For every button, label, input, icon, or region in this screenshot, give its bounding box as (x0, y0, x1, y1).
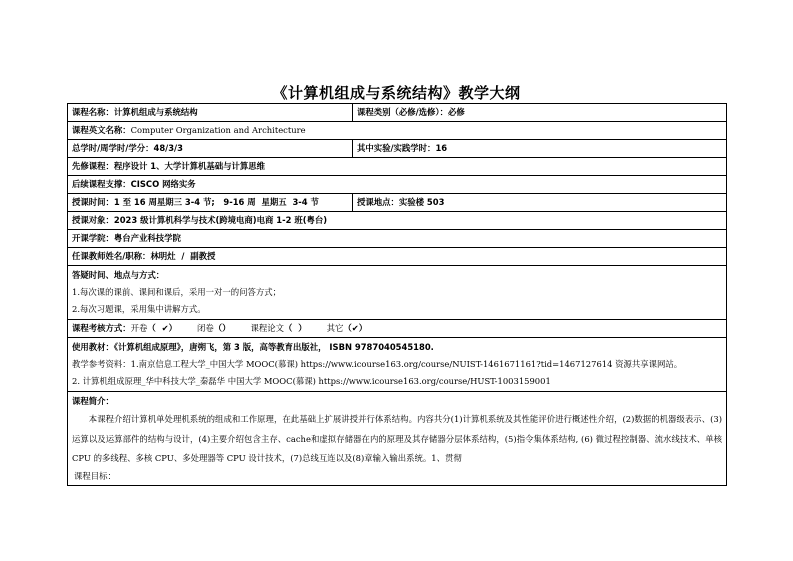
row-hours (68, 140, 727, 158)
schedule-cell (68, 194, 353, 212)
english-name-value: Computer Organization and Architecture (130, 125, 306, 135)
row-teacher (68, 248, 727, 266)
course-type-cell (353, 104, 727, 122)
audience-cell (68, 212, 727, 230)
lab-hours-cell (353, 140, 727, 158)
course-name-cell (68, 104, 353, 122)
prerequisites-value: 程序设计 1、大学计算机基础与计算思维 (113, 161, 265, 171)
row-textbook (68, 338, 727, 392)
audience-value: 2023 级计算机科学与技术(跨境电商)电商 1-2 班(粤台) (113, 215, 328, 225)
row-intro (68, 392, 727, 486)
qa-line-1: 1.每次课的课前、课间和课后，采用一对一的问答方式； (72, 287, 281, 297)
intro-cell (68, 392, 727, 486)
syllabus-table (67, 103, 727, 486)
teacher-value: 林明灶 / 副教授 (150, 251, 216, 261)
row-english-name (68, 122, 727, 140)
qa-label: 答疑时间、地点与方式： (72, 270, 165, 280)
row-qa (68, 266, 727, 320)
assessment-closed-book: 闭卷 (196, 323, 214, 333)
followup-label: 后续课程支撑： (72, 179, 131, 189)
qa-cell (68, 266, 727, 320)
assessment-paper: 课程论文 (250, 323, 284, 333)
reference-line-1: 教学参考资料：1.南京信息工程大学_中国大学 MOOC(慕课) https://www.icourse163.org/course/NUIST-1461671161?tid=1467127614 资源共享课网站。 (72, 359, 683, 369)
college-label: 开课学院： (72, 233, 114, 243)
location-value: 实验楼 503 (398, 197, 445, 207)
college-cell (68, 230, 727, 248)
college-value: 粤台产业科技学院 (113, 233, 181, 243)
intro-tail: 课程目标： (74, 470, 116, 481)
row-college (68, 230, 727, 248)
followup-value: CISCO 网络实务 (130, 179, 196, 189)
schedule-label: 授课时间： (72, 197, 114, 207)
hours-cell (68, 140, 353, 158)
location-label: 授课地点： (357, 197, 399, 207)
course-type-value: 必修 (448, 107, 465, 117)
followup-cell (68, 176, 727, 194)
english-name-cell (68, 122, 727, 140)
textbook-value: 《计算机组成原理》，唐朔飞，第 3 版，高等教育出版社， ISBN 9787040545180. (113, 342, 434, 352)
document-title: 《计算机组成与系统结构》教学大纲 (272, 84, 521, 102)
location-cell (353, 194, 727, 212)
assessment-open-book-mark: （ ✔） (147, 323, 177, 333)
row-schedule (68, 194, 727, 212)
intro-label: 课程简介： (72, 396, 114, 406)
hours-label: 总学时/周学时/学分： (72, 143, 154, 153)
lab-hours-label: 其中实验/实践学时： (357, 143, 436, 153)
assessment-closed-book-mark: （） (213, 323, 231, 333)
schedule-value: 1 至 16 周星期三 3-4 节; 9-16 周 星期五 3-4 节 (113, 197, 319, 207)
assessment-other-mark: （✔） (343, 323, 368, 333)
hours-value: 48/3/3 (153, 143, 183, 153)
assessment-cell (68, 320, 727, 338)
assessment-label: 课程考核方式： (72, 323, 131, 333)
row-followup (68, 176, 727, 194)
audience-label: 授课对象： (72, 215, 114, 225)
assessment-other: 其它 (326, 323, 344, 333)
row-assessment (68, 320, 727, 338)
assessment-paper-mark: （ ） (283, 323, 307, 333)
row-course-name (68, 104, 727, 122)
assessment-open-book: 开卷 (130, 323, 148, 333)
qa-line-2: 2.每次习题课，采用集中讲解方式。 (72, 304, 206, 314)
teacher-cell (68, 248, 727, 266)
course-type-label: 课程类别（必修/选修）： (357, 107, 448, 117)
lab-hours-value: 16 (435, 143, 448, 153)
intro-text: 本课程介绍计算机单处理机系统的组成和工作原理，在此基础上扩展讲授并行体系结构。内容共分(1)计算机系统及其性能评价进行概述性介绍，(2)数据的机器级表示、(3)运算以及运算部件的结构与设计，(4)主要介绍包含主存、cache和虚拟存储器在内的原理及其存储器分层体系结构，(5)指令集体系结构, (6) 微过程控制器、流水线技术、单核 CPU 的多线程、多核 CPU、多处理器等 CPU 设计技术，(7)总线互连以及(8)章输入输出系统。1、贯彻 (72, 414, 722, 463)
teacher-label: 任课教师姓名/职称： (72, 251, 151, 261)
prerequisites-label: 先修课程： (72, 161, 114, 171)
textbook-cell (68, 338, 727, 392)
prerequisites-cell (68, 158, 727, 176)
reference-line-2: 2. 计算机组成原理_华中科技大学_秦磊华 中国大学 MOOC(慕课) https://www.icourse163.org/course/HUST-1003159001 (72, 376, 551, 386)
row-audience (68, 212, 727, 230)
textbook-label: 使用教材： (72, 342, 114, 352)
row-prerequisites (68, 158, 727, 176)
english-name-label: 课程英文名称： (72, 125, 131, 135)
course-name-value: 计算机组成与系统结构 (113, 107, 198, 117)
course-name-label: 课程名称： (72, 107, 114, 117)
